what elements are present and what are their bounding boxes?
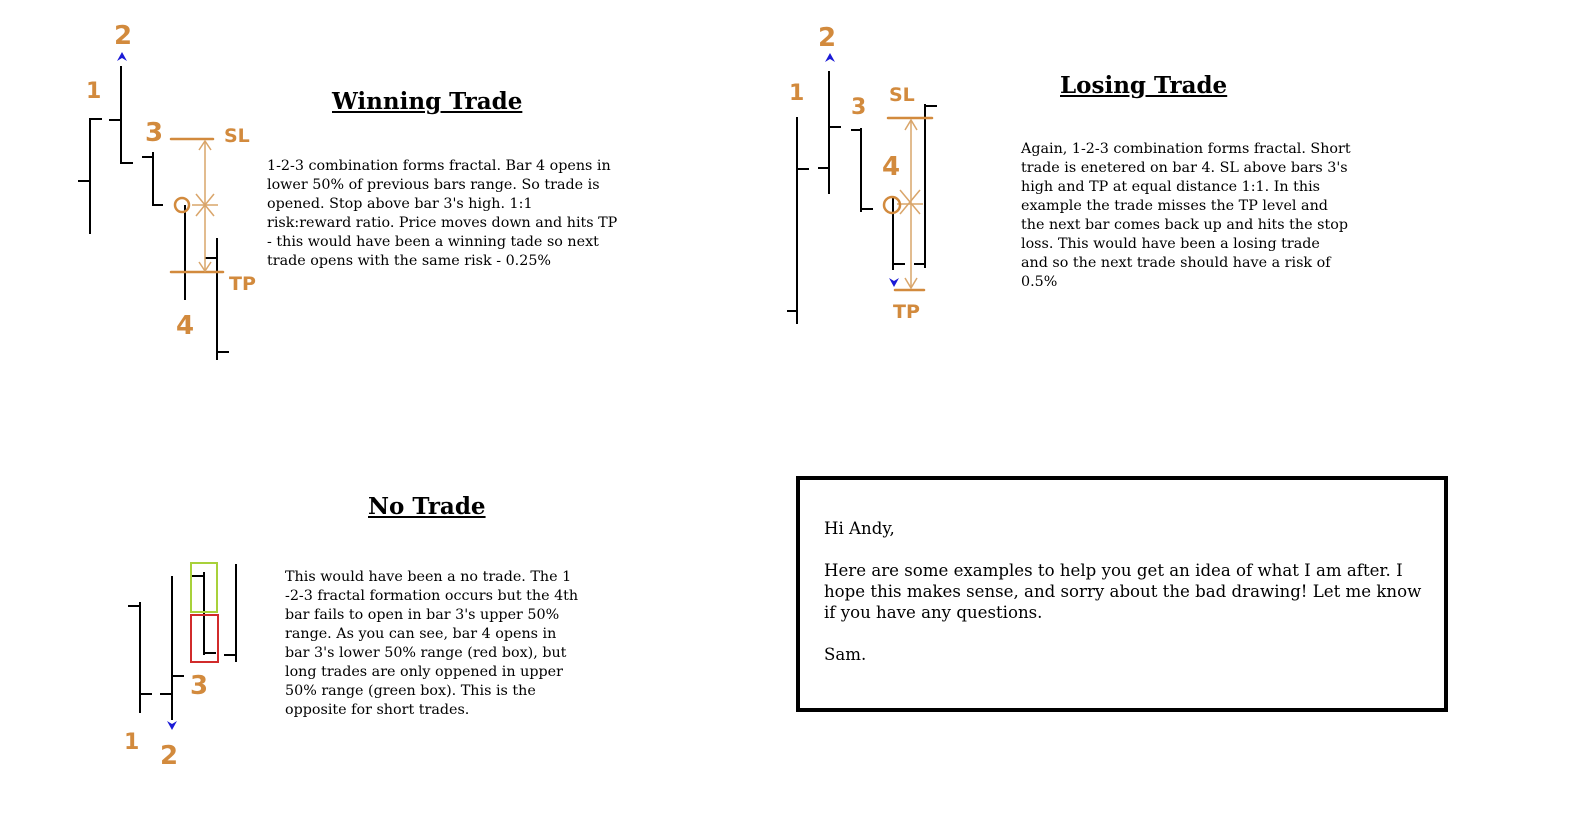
notrade-label-3: 3 [190, 671, 209, 701]
notrade-label-1: 1 [124, 730, 140, 755]
winning-label-2: 2 [114, 21, 133, 51]
bar-3 [192, 572, 216, 655]
note-body: Here are some examples to help you get an idea of what I am after. I hope this makes sense, and sorry about the bad drawing! Let me know if you have any questions. [824, 561, 1422, 622]
down-fractal-arrow-icon [167, 721, 177, 730]
note-content [824, 518, 1434, 665]
bar-1 [128, 602, 152, 713]
winning-trade-title: Winning Trade [332, 88, 523, 115]
note-signoff: Sam. [824, 645, 867, 664]
note-greeting: Hi Andy, [824, 519, 895, 538]
losing-label-sl: SL [889, 84, 915, 106]
notrade-label-2: 2 [160, 741, 179, 771]
no-trade-text: This would have been a no trade. The 1 -2-3 fractal formation occurs but the 4th bar fails to open in bar 3's upper 50% range. As you can see, bar 4 opens in bar 3's lower 50% range (red box), but long trades are only oppened in upper 50% range (green box). This is the opposite for short trades. [285, 569, 579, 718]
losing-label-1: 1 [789, 81, 805, 106]
losing-trade-title: Losing Trade [1060, 72, 1228, 99]
bar-4 [224, 564, 236, 662]
winning-label-4: 4 [176, 311, 195, 341]
winning-label-1: 1 [86, 79, 102, 104]
winning-label-3: 3 [145, 118, 164, 148]
losing-label-3: 3 [851, 95, 867, 120]
winning-trade-text: 1-2-3 combination forms fractal. Bar 4 opens in lower 50% of previous bars range. So trade is opened. Stop above bar 3's high. 1:1 risk:reward ratio. Price moves down and hits TP - this would have been a winning tade so next trade opens with the same risk - 0.25% [267, 158, 618, 269]
no-trade-description [285, 568, 581, 720]
losing-label-2: 2 [818, 23, 837, 53]
losing-label-4: 4 [882, 152, 901, 182]
winning-label-tp: TP [229, 273, 256, 295]
winning-label-sl: SL [224, 125, 250, 147]
losing-label-tp: TP [893, 301, 920, 323]
bar-2 [160, 576, 184, 720]
losing-trade-text: Again, 1-2-3 combination forms fractal. Short trade is enetered on bar 4. SL above bars 3's high and TP at equal distance 1:1. In this example the trade misses the TP level and the next bar comes back up and hits the stop loss. This would have been a losing trade and so the next trade should have a risk of 0.5% [1021, 141, 1351, 290]
no-trade-title: No Trade [368, 493, 486, 520]
